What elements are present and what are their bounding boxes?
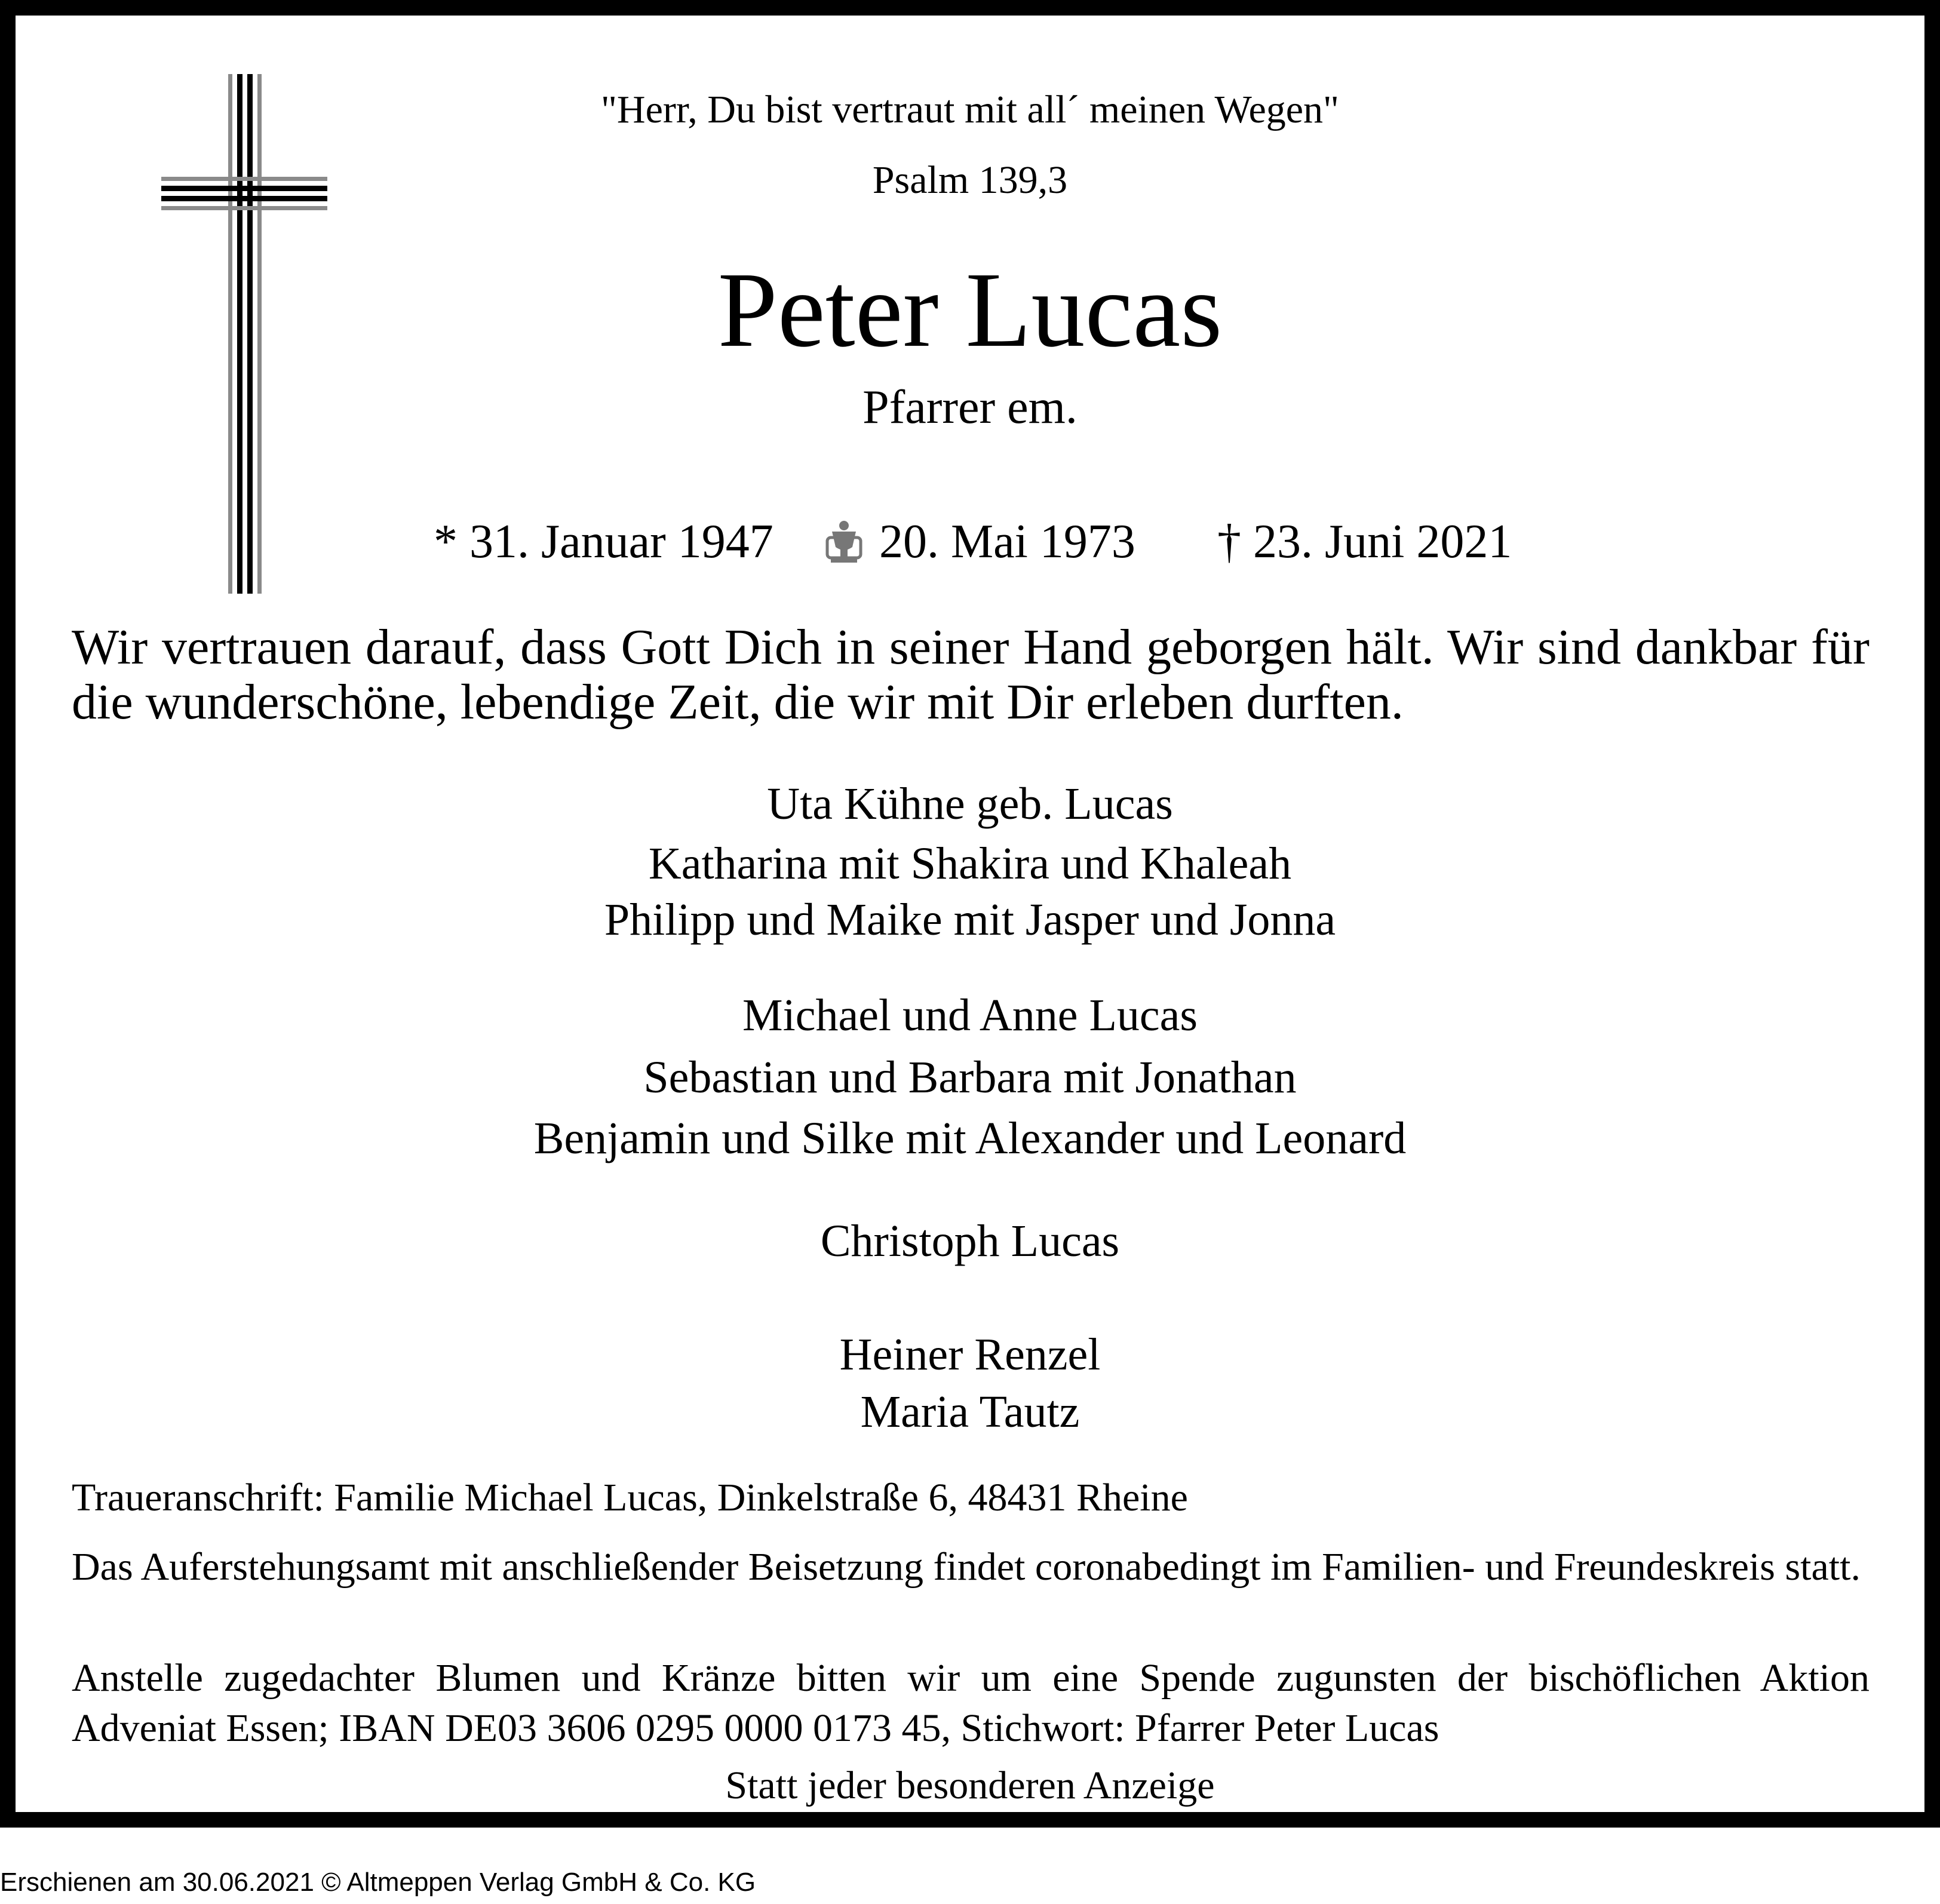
birth-date: * 31. Januar 1947 [434,515,773,568]
deceased-title: Pfarrer em. [862,381,1078,434]
bible-quote: "Herr, Du bist vertraut mit all´ meinen Wegen" [600,88,1340,131]
publication-footer: Erschienen am 30.06.2021 © Altmeppen Verlag GmbH & Co. KG [0,1868,756,1897]
family-member: Uta Kühne geb. Lucas [767,779,1173,829]
family-member: Maria Tautz [860,1387,1080,1437]
family-member: Katharina mit Shakira und Khaleah [648,839,1292,889]
family-member: Philipp und Maike mit Jasper und Jonna [604,895,1336,945]
condolence-message: Wir vertrauen darauf, dass Gott Dich in seiner Hand geborgen hält. Wir sind dankbar für die wunderschöne, lebendige Zeit, die wir mit Dir erleben durften. [72,619,1870,730]
donation-note: Anstelle zugedachter Blumen und Kränze bitten wir um eine Spende zugunsten der bischöflichen Aktion Adveniat Essen; IBAN DE03 3606 0295 0000 0173 45, Stichwort: Pfarrer Peter Lucas [72,1656,1870,1750]
family-member: Heiner Renzel [839,1329,1101,1380]
family-member: Michael und Anne Lucas [742,990,1198,1040]
deceased-name: Peter Lucas [717,250,1223,369]
service-note: Das Auferstehungsamt mit anschließender Beisetzung findet coronabedingt im Familien- und Freundeskreis statt. [72,1545,1861,1589]
chalice-icon [819,517,869,567]
mourning-address: Traueranschrift: Familie Michael Lucas, Dinkelstraße 6, 48431 Rheine [72,1476,1188,1519]
family-member: Sebastian und Barbara mit Jonathan [643,1052,1297,1103]
quote-source: Psalm 139,3 [872,158,1068,202]
death-date: † 23. Juni 2021 [1217,515,1512,568]
ordination-date: 20. Mai 1973 [879,515,1135,568]
family-member: Benjamin und Silke mit Alexander und Leonard [533,1113,1407,1163]
closing-line: Statt jeder besonderen Anzeige [725,1764,1215,1807]
family-member: Christoph Lucas [820,1216,1120,1266]
life-dates [16,509,1924,575]
